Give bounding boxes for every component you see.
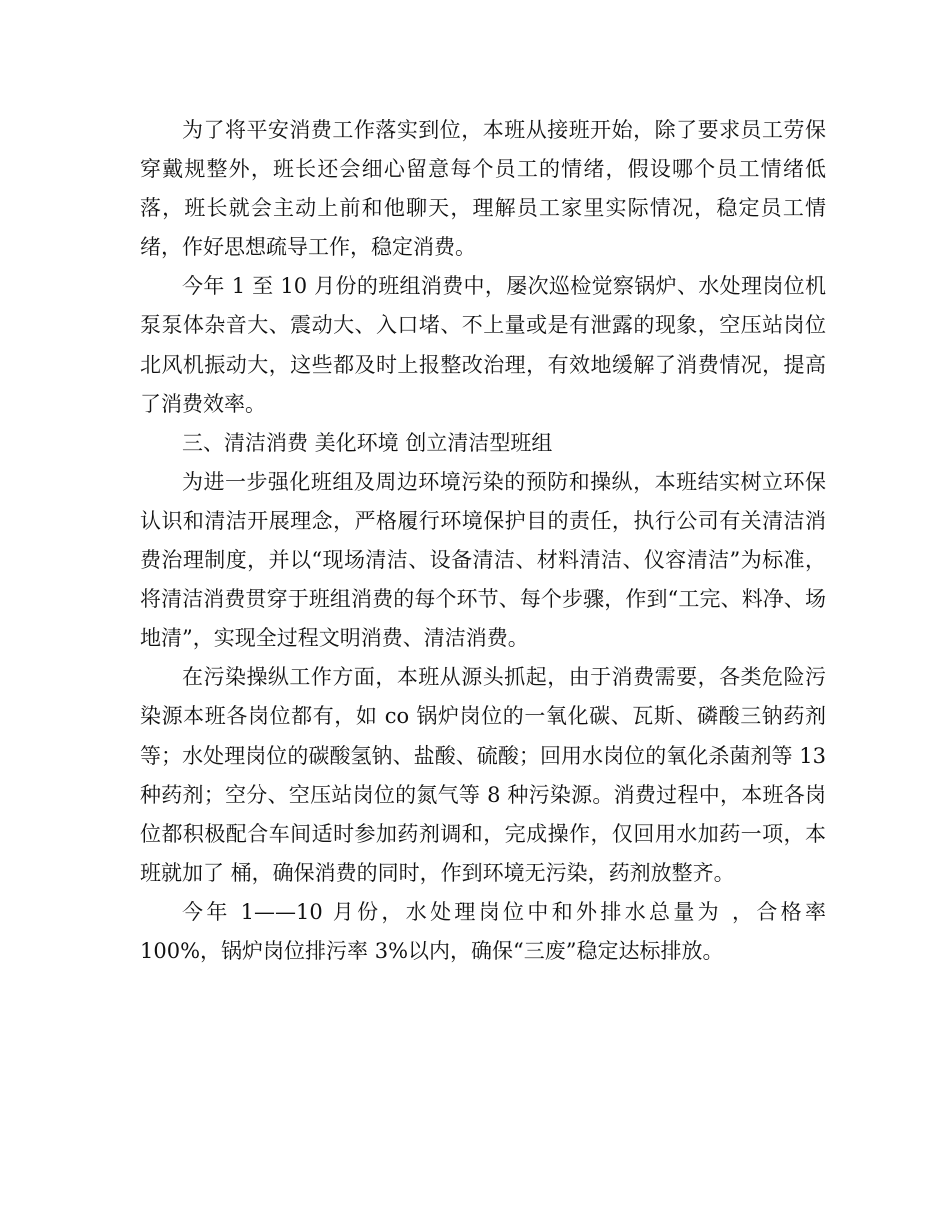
paragraph-inspection: 今年 1 至 10 月份的班组消费中，屡次巡检觉察锅炉、水处理岗位机泵泵体杂音大、震动大、入口堵、不上量或是有泄露的现象，空压站岗位北风机振动大，这些都及时上报整改治理，有效地缓解了消费情况，提高了消费效率。 <box>140 274 826 416</box>
document-body <box>140 111 826 971</box>
section-heading-clean-production: 三、清洁消费 美化环境 创立清洁型班组 <box>182 430 553 455</box>
paragraph-safety-work: 为了将平安消费工作落实到位，本班从接班开始，除了要求员工劳保穿戴规整外，班长还会细心留意每个员工的情绪，假设哪个员工情绪低落，班长就会主动上前和他聊天，理解员工家里实际情况，稳定员工情绪，作好思想疏导工作，稳定消费。 <box>140 118 826 260</box>
paragraph-pollution-control: 在污染操纵工作方面，本班从源头抓起，由于消费需要，各类危险污染源本班各岗位都有，如 co 锅炉岗位的一氧化碳、瓦斯、磷酸三钠药剂等；水处理岗位的碳酸氢钠、盐酸、硫酸；回用水岗位的氧化杀菌剂等 13 种药剂；空分、空压站岗位的氮气等 8 种污染源。消费过程中，本班各岗位都积极配合车间适时参加药剂调和，完成操作，仅回用水加药一项，本班就加了 桶，确保消费的同时，作到环境无污染，药剂放整齐。 <box>140 665 826 885</box>
paragraph-discharge-stats: 今年 1——10 月份，水处理岗位中和外排水总量为 ，合格率 100%，锅炉岗位排污率 3%以内，确保“三废”稳定达标排放。 <box>140 899 826 963</box>
paragraph-environment: 为进一步强化班组及周边环境污染的预防和操纵，本班结实树立环保认识和清洁开展理念，严格履行环境保护目的责任，执行公司有关清洁消费治理制度，并以“现场清洁、设备清洁、材料清洁、仪容清洁”为标准，将清洁消费贯穿于班组消费的每个环节、每个步骤，作到“工完、料净、场地清”，实现全过程文明消费、清洁消费。 <box>140 469 826 651</box>
